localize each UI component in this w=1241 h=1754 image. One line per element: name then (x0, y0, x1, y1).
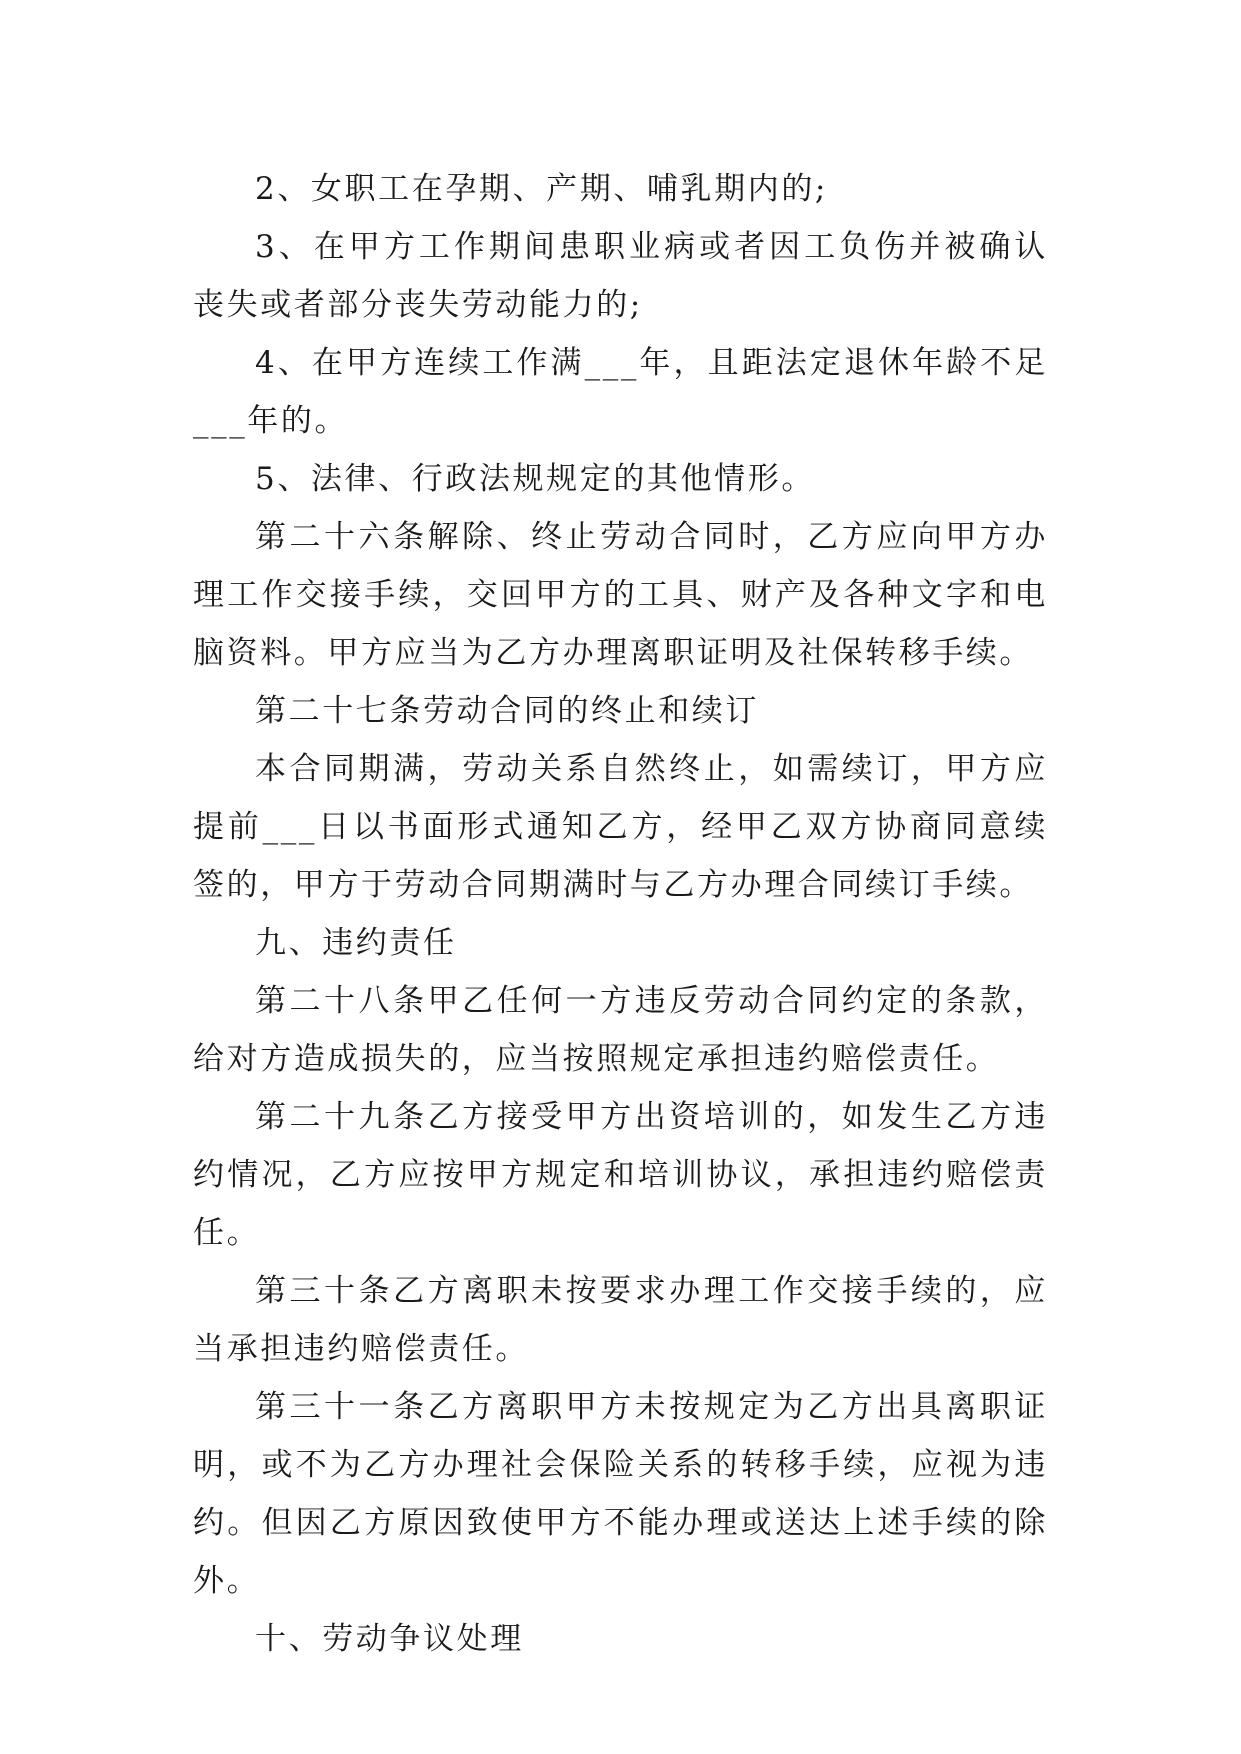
paragraph-article-27-body: 本合同期满，劳动关系自然终止，如需续订，甲方应提前___日以书面形式通知乙方，经甲乙双方协商同意续签的，甲方于劳动合同期满时与乙方办理合同续订手续。 (193, 751, 1048, 903)
paragraph-article-29: 第二十九条乙方接受甲方出资培训的，如发生乙方违约情况，乙方应按甲方规定和培训协议，承担违约赔偿责任。 (193, 1099, 1048, 1251)
paragraph-item-5: 5、法律、行政法规规定的其他情形。 (255, 461, 815, 497)
section-heading-10: 十、劳动争议处理 (255, 1621, 524, 1657)
paragraph-article-28: 第二十八条甲乙任何一方违反劳动合同约定的条款，给对方造成损失的，应当按照规定承担违约赔偿责任。 (193, 983, 1048, 1077)
paragraph-item-4: 4、在甲方连续工作满___年，且距法定退休年龄不足___年的。 (193, 345, 1048, 439)
paragraph-article-27-heading: 第二十七条劳动合同的终止和续订 (255, 693, 759, 729)
document-page (193, 160, 1048, 1668)
paragraph-article-30: 第三十条乙方离职未按要求办理工作交接手续的，应当承担违约赔偿责任。 (193, 1273, 1048, 1367)
paragraph-item-3: 3、在甲方工作期间患职业病或者因工负伤并被确认丧失或者部分丧失劳动能力的; (193, 229, 1048, 323)
paragraph-item-2: 2、女职工在孕期、产期、哺乳期内的; (255, 171, 828, 207)
paragraph-article-31: 第三十一条乙方离职甲方未按规定为乙方出具离职证明，或不为乙方办理社会保险关系的转移手续，应视为违约。但因乙方原因致使甲方不能办理或送达上述手续的除外。 (193, 1389, 1048, 1599)
section-heading-9: 九、违约责任 (255, 925, 457, 961)
paragraph-article-26: 第二十六条解除、终止劳动合同时，乙方应向甲方办理工作交接手续，交回甲方的工具、财产及各种文字和电脑资料。甲方应当为乙方办理离职证明及社保转移手续。 (193, 519, 1048, 671)
